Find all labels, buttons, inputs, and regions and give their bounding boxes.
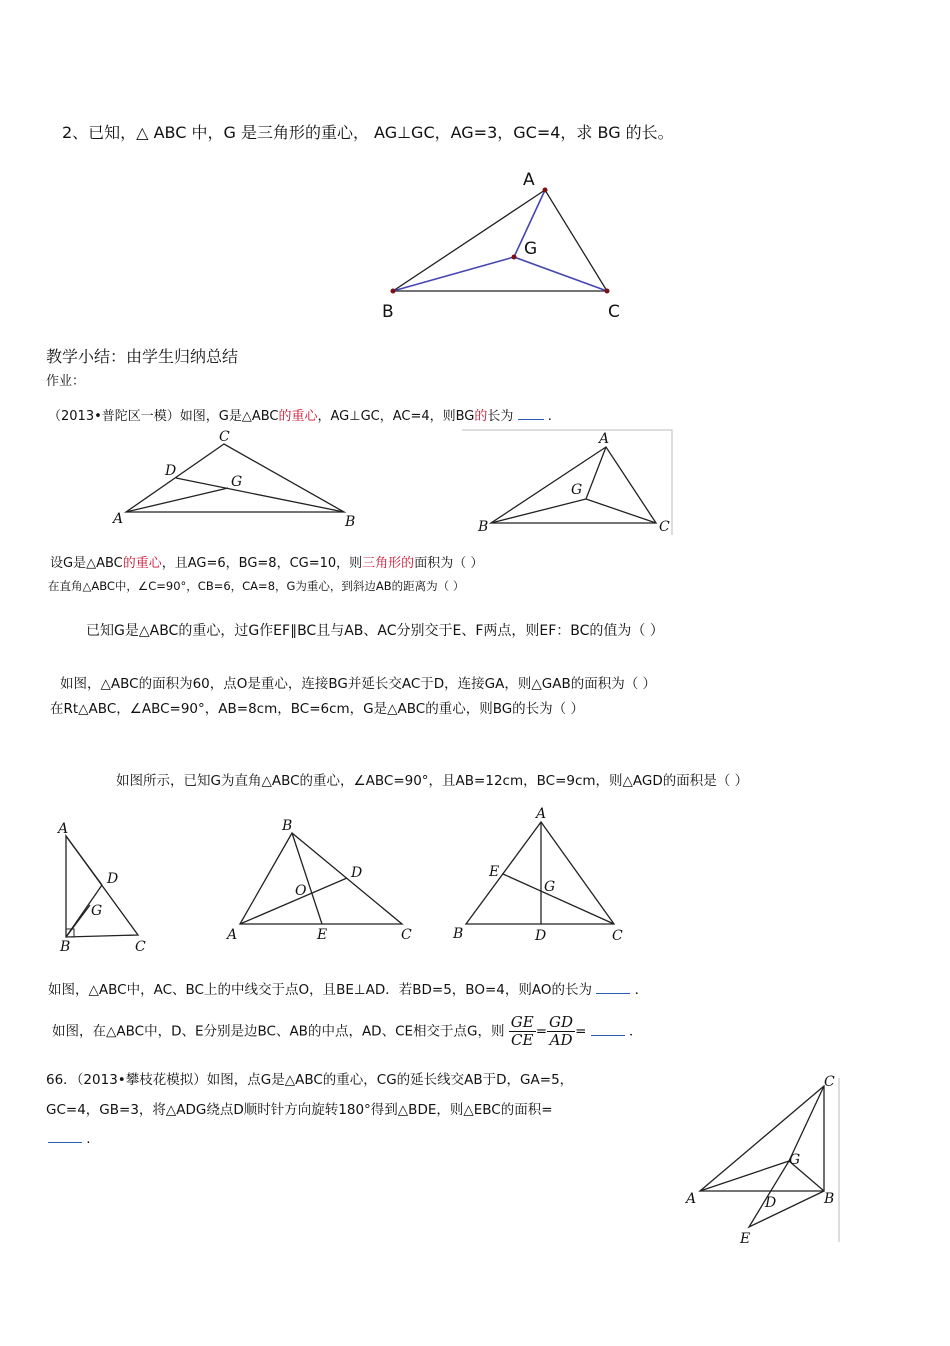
svg-text:B: B xyxy=(453,926,464,942)
svg-text:G: G xyxy=(571,482,583,498)
svg-text:A: A xyxy=(58,821,69,837)
problem-panzhihua-line1: 66．（2013•攀枝花模拟）如图，点G是△ABC的重心，CG的延长线交AB于D，GA=5， xyxy=(46,1072,574,1088)
svg-text:B: B xyxy=(345,514,356,530)
problem-bg-length: 在Rt△ABC，∠ABC=90°，AB=8cm，BC=6cm，G是△ABC的重心，则BG的长为（ ） xyxy=(50,701,584,717)
svg-text:C: C xyxy=(219,429,230,445)
svg-text:D: D xyxy=(535,928,547,944)
svg-text:C: C xyxy=(401,927,412,943)
svg-text:G: G xyxy=(544,879,556,895)
svg-text:D: D xyxy=(351,865,363,881)
label-g: G xyxy=(524,239,538,259)
svg-text:C: C xyxy=(135,939,146,955)
svg-text:E: E xyxy=(317,927,328,943)
problem-ef-bc: 已知G是△ABC的重心，过G作EF∥BC且与AB、AC分别交于E、F两点，则EF：BC的值为（ ） xyxy=(86,623,664,639)
svg-text:B: B xyxy=(478,519,489,535)
problem-agd-area: 如图所示，已知G为直角△ABC的重心，∠ABC=90°，且AB=12cm，BC=9cm，则△AGD的面积是（ ） xyxy=(116,773,749,789)
svg-text:G: G xyxy=(789,1152,801,1168)
problem-ao-length: 如图，△ABC中，AC、BC上的中线交于点O，且BE⊥AD．若BD=5，BO=4，则AO的长为 ． xyxy=(48,982,649,998)
svg-text:E: E xyxy=(489,864,500,880)
svg-text:A: A xyxy=(599,431,610,447)
label-a: A xyxy=(523,170,535,190)
label-b: B xyxy=(382,302,394,322)
svg-text:B: B xyxy=(282,818,293,834)
svg-text:C: C xyxy=(824,1074,835,1090)
question-2: 2、已知，△ ABC 中，G 是三角形的重心， AG⊥GC，AG=3，GC=4，求 BG 的长。 xyxy=(62,123,674,142)
homework-heading: 作业： xyxy=(46,374,86,389)
fraction-gd-ad: $\frac{GD}{AD}$ xyxy=(549,1013,574,1049)
svg-text:C: C xyxy=(612,928,623,944)
svg-text:D: D xyxy=(765,1195,777,1211)
problem-putuo: （2013•普陀区一模）如图，G是△ABC的重心，AG⊥GC，AC=4，则BG的长为 . xyxy=(48,409,552,424)
svg-text:D: D xyxy=(107,871,119,887)
svg-text:G: G xyxy=(231,474,243,490)
svg-text:A: A xyxy=(536,806,547,822)
teaching-summary: 教学小结：由学生归纳总结 xyxy=(46,347,239,366)
problem-panzhihua-line2: GC=4，GB=3，将△ADG绕点D顺时针方向旋转180°得到△BDE，则△EBC的面积= xyxy=(46,1102,553,1118)
svg-text:O: O xyxy=(295,883,307,899)
problem-ratio: 如图，在△ABC中，D、E分别是边BC、AB的中点，AD、CE相交于点G，则 $\frac{GE}{CE}$ = $\frac{GD}{AD}$ = ． xyxy=(52,1013,643,1049)
svg-text:B: B xyxy=(60,939,71,955)
svg-text:B: B xyxy=(824,1191,835,1207)
svg-text:A: A xyxy=(227,927,238,943)
fraction-ge-ce: $\frac{GE}{CE}$ xyxy=(510,1013,534,1049)
problem-panzhihua-answer: . xyxy=(48,1130,91,1147)
svg-text:G: G xyxy=(91,903,103,919)
svg-text:A: A xyxy=(113,511,124,527)
svg-text:E: E xyxy=(740,1231,751,1247)
label-c: C xyxy=(608,302,620,322)
svg-text:A: A xyxy=(686,1191,697,1207)
problem-gab-area: 如图，△ABC的面积为60，点O是重心，连接BG并延长交AC于D，连接GA，则△GAB的面积为（ ） xyxy=(60,676,657,692)
problem-area-centroid: 设G是△ABC的重心，且AG=6，BG=8，CG=10，则三角形的面积为（ ） xyxy=(50,556,484,571)
svg-text:C: C xyxy=(659,519,670,535)
svg-text:D: D xyxy=(165,463,177,479)
problem-right-triangle: 在直角△ABC中，∠C=90°，CB=6，CA=8，G为重心，到斜边AB的距离为（ ） xyxy=(48,579,465,593)
